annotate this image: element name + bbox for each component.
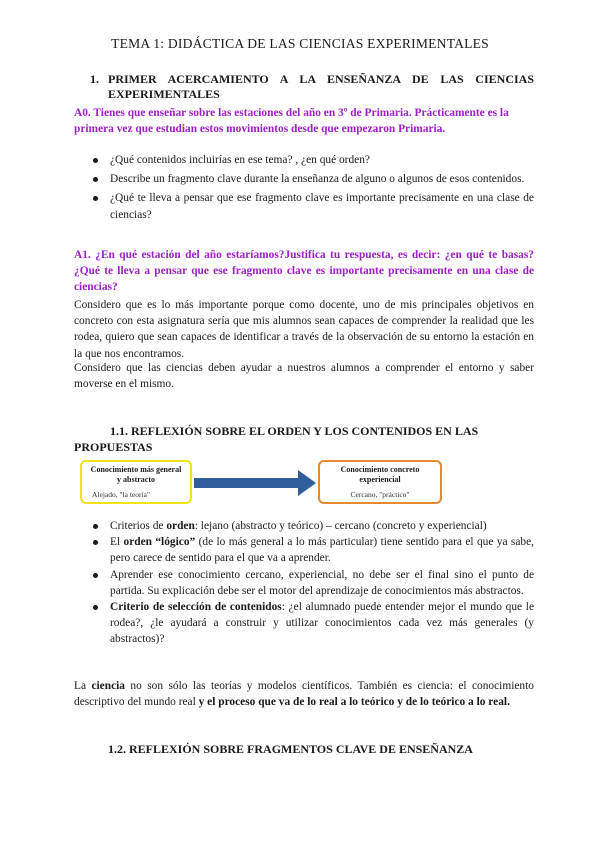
a0-bullet-list [74,152,534,226]
abstract-knowledge-title: Conocimiento más general y abstracto [90,465,182,484]
abstract-knowledge-box [80,460,192,504]
section-1-2-heading: 1.2. REFLEXIÓN SOBRE FRAGMENTOS CLAVE DE ENSEÑANZA [108,742,473,756]
section-1-1-heading [74,423,534,455]
concrete-knowledge-box [318,460,442,504]
concrete-knowledge-sub: Cercano, "práctico" [350,490,410,499]
list-item: Aprender ese conocimiento cercano, experiencial, no debe ser el final sino el punto de partida. Su explicación debe ser el motor del aprendizaje de conocimientos más abstractos. [74,567,534,599]
list-item: Criterio de selección de contenidos: ¿el alumnado puede entender mejor el mundo que le rodea?, ¿le ayudará a construir y utilizar conocimientos cada vez más generales (y abstractos)? [74,599,534,648]
section-1-1-title-line2: PROPUESTAS [74,440,153,454]
section-1-1-title-line1: 1.1. REFLEXIÓN SOBRE EL ORDEN Y LOS CONTENIDOS EN LAS [110,424,479,438]
concrete-knowledge-title: Conocimiento concreto experiencial [340,465,420,484]
abstract-knowledge-sub: Alejado, "la teoría" [92,490,150,499]
answer-paragraph-1: Considero que es lo más importante porque como docente, uno de mis principales objetivos en concreto con esta asignatura sería que mis alumnos sean capaces de comprender la realidad que les rodea, quiero que sean capaces de identificar a través de la observación de su entorno la estación en la que nos encontramos. [74,299,534,360]
answer-paragraph-2: Considero que las ciencias deben ayudar a nuestros alumnos a comprender el entorno y saber moverse en el mismo. [74,362,534,391]
list-item: Criterios de orden: lejano (abstracto y teórico) – cercano (concreto y experiencial) [74,518,534,534]
section-1-title: PRIMER ACERCAMIENTO A LA ENSEÑANZA DE LAS CIENCIAS EXPERIMENTALES [108,72,534,101]
right-arrow-icon [194,470,316,496]
list-item: Describe un fragmento clave durante la enseñanza de alguno o algunos de esos contenidos. [74,171,534,187]
reflection-bullet-list [74,518,534,648]
list-item: El orden “lógico” (de lo más general a lo más particular) tiene sentido para el que ya sabe, pero carece de sentido para el que va a aprender. [74,534,534,566]
section-1-heading [90,72,534,102]
section-1-number: 1. [90,72,99,86]
list-item: ¿Qué contenidos incluirías en ese tema? , ¿en qué orden? [74,152,534,168]
science-definition-paragraph: La ciencia no son sólo las teorías y modelos científicos. También es ciencia: el conocimiento descriptivo del mundo real y el proceso que va de lo real a lo teórico y de lo teórico a lo real. [74,680,534,709]
knowledge-diagram [80,460,460,516]
list-item: ¿Qué te lleva a pensar que ese fragmento clave es importante precisamente en una clase de ciencias? [74,190,534,222]
question-a0: A0. Tienes que enseñar sobre las estaciones del año en 3º de Primaria. Prácticamente es la primera vez que estudian estos movimientos desde que empezaron Primaria. [74,107,509,135]
question-a1: A1. ¿En qué estación del año estaríamos?Justifica tu respuesta, es decir: ¿en qué te basas? ¿Qué te lleva a pensar que ese fragmento clave es importante precisamente en una clase de ciencias? [74,249,534,293]
page-title: TEMA 1: DIDÁCTICA DE LAS CIENCIAS EXPERIMENTALES [111,36,489,51]
